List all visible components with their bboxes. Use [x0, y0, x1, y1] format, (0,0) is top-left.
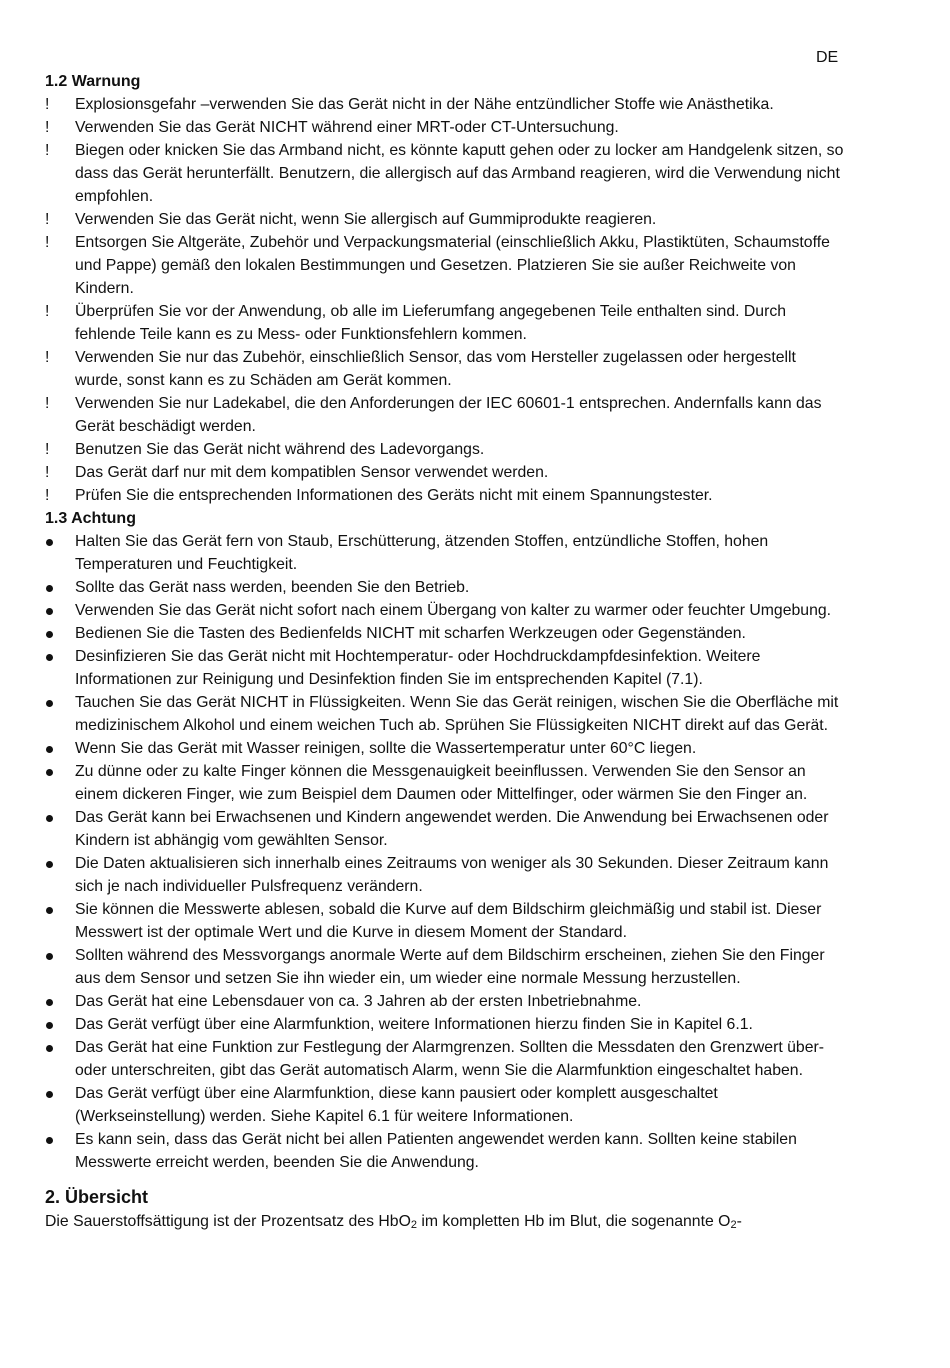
- warnung-item-text: Verwenden Sie nur Ladekabel, die den Anforderungen der IEC 60601-1 entsprechen. Andernfalls kann das Gerät beschädigt werden.: [75, 395, 822, 435]
- exclamation-marker: !: [45, 441, 50, 458]
- bullet-icon: [45, 1036, 65, 1059]
- exclamation-marker: !: [45, 119, 50, 136]
- bullet-icon: [45, 645, 65, 668]
- achtung-item-text: Wenn Sie das Gerät mit Wasser reinigen, sollte die Wassertemperatur unter 60°C liegen.: [75, 740, 697, 757]
- warnung-item: [45, 208, 845, 231]
- achtung-item: [45, 852, 845, 898]
- exclamation-marker: !: [45, 142, 50, 159]
- achtung-item: [45, 990, 845, 1013]
- achtung-item: [45, 691, 845, 737]
- warnung-item-text: Verwenden Sie nur das Zubehör, einschließlich Sensor, das vom Hersteller zugelassen oder hergestellt wurde, sonst kann es zu Schäden am Gerät kommen.: [75, 349, 796, 389]
- warnung-item-text: Benutzen Sie das Gerät nicht während des Ladevorgangs.: [75, 441, 485, 458]
- section-heading-achtung: 1.3 Achtung: [45, 510, 136, 527]
- achtung-item-text: Das Gerät hat eine Funktion zur Festlegung der Alarmgrenzen. Sollten die Messdaten den Grenzwert über- oder unterschreiten, gibt das Gerät automatisch Alarm, wenn Sie die Alarmfunktion eingeschaltet haben.: [75, 1039, 824, 1079]
- warnung-item: [45, 392, 845, 438]
- exclamation-marker: !: [45, 487, 50, 504]
- warnung-item: [45, 484, 845, 507]
- warnung-item-text: Das Gerät darf nur mit dem kompatiblen Sensor verwendet werden.: [75, 464, 549, 481]
- exclamation-marker: !: [45, 464, 50, 481]
- achtung-item-text: Das Gerät kann bei Erwachsenen und Kindern angewendet werden. Die Anwendung bei Erwachsenen oder Kindern ist abhängig vom gewählten Sensor.: [75, 809, 829, 849]
- achtung-item: [45, 645, 845, 691]
- bullet-icon: [45, 622, 65, 645]
- achtung-item: [45, 530, 845, 576]
- achtung-item: [45, 1082, 845, 1128]
- exclamation-marker: !: [45, 211, 50, 228]
- warnung-item-text: Biegen oder knicken Sie das Armband nicht, es könnte kaputt gehen oder zu locker am Handgelenk sitzen, so dass das Gerät herunterfällt. Benutzern, die allergisch auf das Armband reagieren, wird die Verwendung nicht empfohlen.: [75, 142, 844, 205]
- uebersicht-text: im kompletten Hb im Blut, die sogenannte O: [416, 1213, 731, 1230]
- uebersicht-text: -: [736, 1213, 742, 1230]
- bullet-icon: [45, 599, 65, 622]
- achtung-item-text: Das Gerät verfügt über eine Alarmfunktion, diese kann pausiert oder komplett ausgeschaltet (Werkseinstellung) werden. Siehe Kapitel 6.1 für weitere Informationen.: [75, 1085, 718, 1125]
- warnung-item: [45, 461, 845, 484]
- bullet-icon: [45, 944, 65, 967]
- document-page: [45, 70, 845, 1237]
- achtung-item-text: Halten Sie das Gerät fern von Staub, Erschütterung, ätzenden Stoffen, entzündliche Stoffen, hohen Temperaturen und Feuchtigkeit.: [75, 533, 769, 573]
- achtung-item-text: Es kann sein, dass das Gerät nicht bei allen Patienten angewendet werden kann. Sollten keine stabilen Messwerte erreicht werden, beenden Sie die Anwendung.: [75, 1131, 797, 1171]
- warnung-item-text: Entsorgen Sie Altgeräte, Zubehör und Verpackungsmaterial (einschließlich Akku, Plastiktüten, Schaumstoffe und Pappe) gemäß den lokalen Bestimmungen und Gesetzen. Platzieren Sie sie außer Reichweite von Kindern.: [75, 234, 830, 297]
- warnung-item: [45, 93, 845, 116]
- achtung-item-text: Das Gerät verfügt über eine Alarmfunktion, weitere Informationen hierzu finden Sie in Kapitel 6.1.: [75, 1016, 753, 1033]
- warnung-item: [45, 231, 845, 300]
- achtung-item-text: Desinfizieren Sie das Gerät nicht mit Hochtemperatur- oder Hochdruckdampfdesinfektion. Weitere Informationen zur Reinigung und Desinfektion finden Sie im entsprechenden Kapitel (7.1).: [75, 648, 761, 688]
- bullet-icon: [45, 990, 65, 1013]
- warnung-item-text: Verwenden Sie das Gerät NICHT während einer MRT-oder CT-Untersuchung.: [75, 119, 619, 136]
- uebersicht-paragraph: [45, 1210, 845, 1237]
- achtung-item: [45, 760, 845, 806]
- exclamation-marker: !: [45, 349, 50, 366]
- achtung-item-text: Sollte das Gerät nass werden, beenden Sie den Betrieb.: [75, 579, 470, 596]
- bullet-icon: [45, 737, 65, 760]
- achtung-item-text: Sollten während des Messvorgangs anormale Werte auf dem Bildschirm erscheinen, ziehen Sie den Finger aus dem Sensor und setzen Sie ihn wieder ein, um wieder eine normale Messung herzustellen.: [75, 947, 825, 987]
- bullet-icon: [45, 852, 65, 875]
- achtung-item-text: Sie können die Messwerte ablesen, sobald die Kurve auf dem Bildschirm gleichmäßig und stabil ist. Dieser Messwert ist der optimale Wert und die Kurve in diesem Moment der Standard.: [75, 901, 822, 941]
- achtung-item-text: Bedienen Sie die Tasten des Bedienfelds NICHT mit scharfen Werkzeugen oder Gegenständen.: [75, 625, 746, 642]
- bullet-icon: [45, 576, 65, 599]
- achtung-item: [45, 1128, 845, 1174]
- warnung-item: [45, 116, 845, 139]
- bullet-icon: [45, 1128, 65, 1151]
- achtung-item: [45, 622, 845, 645]
- achtung-item-text: Zu dünne oder zu kalte Finger können die Messgenauigkeit beeinflussen. Verwenden Sie den Sensor an einem dickeren Finger, wie zum Beispiel dem Daumen oder Mittelfinger, oder wärmen Sie den Finger an.: [75, 763, 808, 803]
- achtung-item: [45, 1036, 845, 1082]
- achtung-item: [45, 898, 845, 944]
- warnung-item-text: Prüfen Sie die entsprechenden Informationen des Geräts nicht mit einem Spannungstester.: [75, 487, 713, 504]
- warnung-item: [45, 438, 845, 461]
- bullet-icon: [45, 530, 65, 553]
- exclamation-marker: !: [45, 303, 50, 320]
- achtung-item-text: Verwenden Sie das Gerät nicht sofort nach einem Übergang von kalter zu warmer oder feuchter Umgebung.: [75, 602, 832, 619]
- bullet-icon: [45, 1013, 65, 1036]
- exclamation-marker: !: [45, 96, 50, 113]
- warnung-list: [45, 93, 845, 507]
- achtung-item: [45, 1013, 845, 1036]
- achtung-item: [45, 944, 845, 990]
- section-heading-warnung: 1.2 Warnung: [45, 73, 141, 90]
- uebersicht-text: Die Sauerstoffsättigung ist der Prozentsatz des HbO: [45, 1213, 411, 1230]
- achtung-list: [45, 530, 845, 1174]
- bullet-icon: [45, 760, 65, 783]
- section-heading-uebersicht: 2. Übersicht: [45, 1187, 149, 1207]
- subscript: 2: [730, 1219, 737, 1231]
- bullet-icon: [45, 806, 65, 829]
- bullet-icon: [45, 1082, 65, 1105]
- achtung-item-text: Das Gerät hat eine Lebensdauer von ca. 3 Jahren ab der ersten Inbetriebnahme.: [75, 993, 642, 1010]
- warnung-item: [45, 346, 845, 392]
- language-label: DE: [816, 49, 839, 66]
- achtung-item-text: Tauchen Sie das Gerät NICHT in Flüssigkeiten. Wenn Sie das Gerät reinigen, wischen Sie die Oberfläche mit medizinischem Alkohol und einem weichen Tuch ab. Sprühen Sie Flüssigkeiten NICHT direkt auf das Gerät.: [75, 694, 839, 734]
- bullet-icon: [45, 898, 65, 921]
- bullet-icon: [45, 691, 65, 714]
- warnung-item: [45, 300, 845, 346]
- achtung-item: [45, 806, 845, 852]
- achtung-item: [45, 599, 845, 622]
- subscript: 2: [410, 1219, 417, 1231]
- warnung-item: [45, 139, 845, 208]
- exclamation-marker: !: [45, 395, 50, 412]
- achtung-item-text: Die Daten aktualisieren sich innerhalb eines Zeitraums von weniger als 30 Sekunden. Dieser Zeitraum kann sich je nach individueller Pulsfrequenz verändern.: [75, 855, 829, 895]
- achtung-item: [45, 576, 845, 599]
- warnung-item-text: Verwenden Sie das Gerät nicht, wenn Sie allergisch auf Gummiprodukte reagieren.: [75, 211, 657, 228]
- exclamation-marker: !: [45, 234, 50, 251]
- warnung-item-text: Überprüfen Sie vor der Anwendung, ob alle im Lieferumfang angegebenen Teile enthalten sind. Durch fehlende Teile kann es zu Mess- oder Funktionsfehlern kommen.: [75, 303, 787, 343]
- achtung-item: [45, 737, 845, 760]
- warnung-item-text: Explosionsgefahr –verwenden Sie das Gerät nicht in der Nähe entzündlicher Stoffe wie Anästhetika.: [75, 96, 774, 113]
